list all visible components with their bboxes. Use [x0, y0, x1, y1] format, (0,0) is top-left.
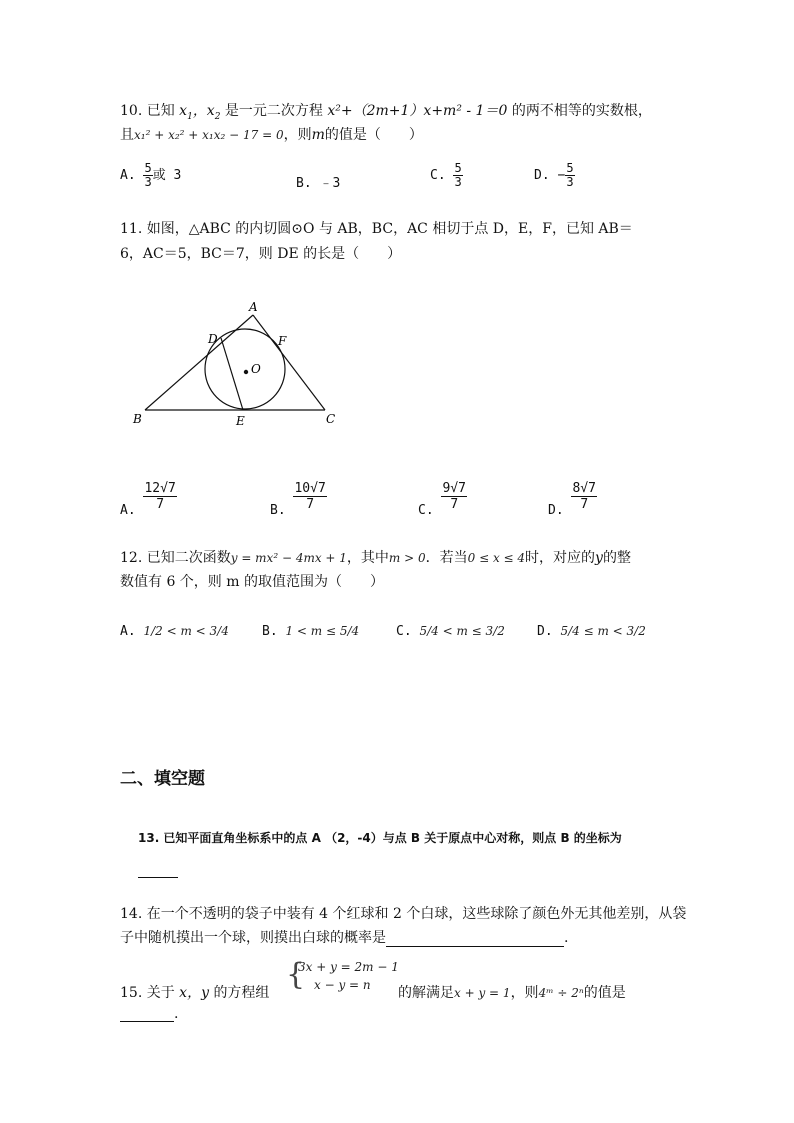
q12-function: y = mx² − 4mx + 1	[230, 551, 347, 565]
option-label: C.	[430, 168, 446, 183]
q14-period: .	[564, 930, 569, 946]
label-b: B	[133, 412, 142, 426]
q14-line1: 14. 在一个不透明的袋子中装有 4 个红球和 2 个白球，这些球除了颜色外无其他差别，从袋	[120, 906, 687, 922]
q10-roots: $x_1$，$x_2$	[179, 103, 221, 122]
q10-line2	[120, 124, 423, 144]
q11-line1: 11. 如图，△ABC 的内切圆⊙O 与 AB，BC，AC 相切于点 D，E，F，已知 AB＝	[120, 221, 633, 237]
q10-option-c[interactable]	[430, 162, 463, 189]
numerator: 12√7	[144, 481, 176, 496]
option-value: ﹣3	[319, 176, 341, 191]
q10-m: m	[311, 127, 325, 143]
denominator: 7	[306, 497, 315, 512]
option-label: B.	[296, 176, 312, 191]
numerator: 8√7	[572, 481, 596, 496]
q10-option-b[interactable]	[296, 172, 340, 191]
q11-option-a[interactable]	[120, 481, 177, 518]
option-label: B.	[270, 503, 286, 518]
label-c: C	[326, 412, 336, 426]
q15-text-e: 的值是	[583, 985, 626, 1001]
denominator: 7	[450, 497, 459, 512]
q11-figure	[125, 295, 355, 435]
label-o: O	[251, 362, 261, 376]
q15-text-a: 15. 关于	[120, 985, 175, 1001]
q15-text-d: ，则	[510, 985, 539, 1001]
answer-blank[interactable]	[386, 932, 564, 947]
q11-option-d[interactable]	[548, 481, 597, 518]
answer-blank[interactable]	[120, 1007, 174, 1022]
q12-range: 0 ≤ x ≤ 4	[467, 551, 526, 565]
option-value: 5/4 < m ≤ 3/2	[419, 624, 505, 638]
q10-equation: x²+（2m+1）x+m² - 1＝0	[327, 103, 508, 119]
q15-system	[286, 958, 399, 994]
q12-line1	[120, 547, 631, 567]
q12-text-e: 的整	[602, 550, 631, 566]
q14-text: 子中随机摸出一个球，则摸出白球的概率是	[120, 930, 386, 946]
fraction	[143, 481, 176, 512]
q15-line1	[120, 982, 269, 1002]
system-brace: {	[286, 957, 306, 992]
fraction	[571, 481, 596, 512]
fraction	[293, 481, 326, 512]
option-label: A.	[120, 168, 136, 183]
q12-line2: 数值有 6 个，则 m 的取值范围为（ ）	[120, 574, 384, 590]
numerator: 9√7	[442, 481, 466, 496]
q12-text-c: ．若当	[425, 550, 468, 566]
q11-line2: 6，AC＝5，BC＝7，则 DE 的长是（ ）	[120, 246, 402, 262]
numerator: 5	[144, 161, 152, 175]
q11-option-b[interactable]	[270, 481, 327, 518]
minus-sign: −	[557, 168, 566, 183]
q15-line2	[120, 1006, 178, 1022]
denominator: 3	[566, 175, 574, 189]
q11-option-c[interactable]	[418, 481, 467, 518]
q14-line2	[120, 927, 568, 947]
answer-blank[interactable]	[138, 863, 178, 878]
q10-line2-b: ，则	[283, 127, 312, 143]
q15-text-b: 的方程组	[213, 985, 270, 1001]
center-point	[244, 370, 248, 374]
q10-option-a[interactable]	[120, 162, 181, 189]
section-title: 二、填空题	[120, 769, 205, 789]
system-eq1: 3x + y = 2m − 1	[298, 960, 399, 974]
option-value: 5/4 ≤ m < 3/2	[560, 624, 646, 638]
option-label: D.	[537, 624, 553, 639]
denominator: 3	[454, 175, 462, 189]
denominator: 3	[144, 175, 152, 189]
label-a: A	[249, 300, 258, 314]
option-label: B.	[262, 624, 278, 639]
numerator: 5	[566, 161, 574, 175]
q12-y: y	[595, 550, 603, 566]
q12-text-d: 时，对应的	[525, 550, 596, 566]
option-label: D.	[534, 168, 550, 183]
q10-option-d[interactable]	[534, 162, 575, 189]
q15-period: .	[174, 1006, 179, 1022]
q12-text-b: ，其中	[346, 550, 389, 566]
q10-line2-c: 的值是（ ）	[324, 127, 423, 143]
q10-line2-a: 且	[120, 127, 134, 143]
option-tail: 或 3	[152, 168, 182, 183]
q10-text-b: 是一元二次方程	[224, 103, 323, 119]
label-f: F	[278, 334, 287, 348]
numerator: 5	[454, 161, 462, 175]
q12-option-a[interactable]	[120, 624, 229, 639]
denominator: 7	[580, 497, 589, 512]
q15-text-c: 的解满足	[398, 985, 454, 1001]
option-label: A.	[120, 503, 136, 518]
q12-option-c[interactable]	[396, 624, 505, 639]
fraction	[453, 162, 462, 189]
label-d: D	[208, 332, 218, 346]
q13-line1: 13. 已知平面直角坐标系中的点 A （2，-4）与点 B 关于原点中心对称，则点 B 的坐标为	[138, 831, 622, 845]
q15-condition: x + y = 1	[454, 986, 511, 1000]
system-eq2: x − y = n	[314, 978, 371, 992]
q12-option-d[interactable]	[537, 624, 646, 639]
q12-condition: m > 0	[388, 551, 426, 565]
segment-de	[221, 338, 243, 410]
side-ac	[253, 315, 325, 410]
q15-expression: 4ᵐ ÷ 2ⁿ	[538, 986, 584, 1000]
q15-xy: x，y	[179, 985, 209, 1001]
q12-text-a: 12. 已知二次函数	[120, 550, 231, 566]
label-e: E	[236, 414, 245, 428]
option-label: D.	[548, 503, 564, 518]
fraction	[441, 481, 466, 512]
denominator: 7	[156, 497, 165, 512]
q15-line1-tail	[398, 982, 626, 1002]
option-label: A.	[120, 624, 136, 639]
option-value: 1 < m ≤ 5/4	[285, 624, 360, 638]
fraction	[143, 162, 152, 189]
q10-number: 10.	[120, 103, 143, 119]
q13-answer-blank[interactable]	[138, 862, 178, 878]
q12-option-b[interactable]	[262, 624, 359, 639]
numerator: 10√7	[294, 481, 326, 496]
q10-line1	[120, 100, 652, 122]
q10-condition-expr: x₁² + x₂² + x₁x₂ − 17 = 0	[134, 128, 284, 142]
option-label: C.	[418, 503, 434, 518]
q10-text-a: 已知	[146, 103, 175, 119]
option-value: 1/2 < m < 3/4	[143, 624, 229, 638]
option-label: C.	[396, 624, 412, 639]
fraction	[565, 162, 574, 189]
q10-text-c: 的两不相等的实数根，	[511, 103, 652, 119]
